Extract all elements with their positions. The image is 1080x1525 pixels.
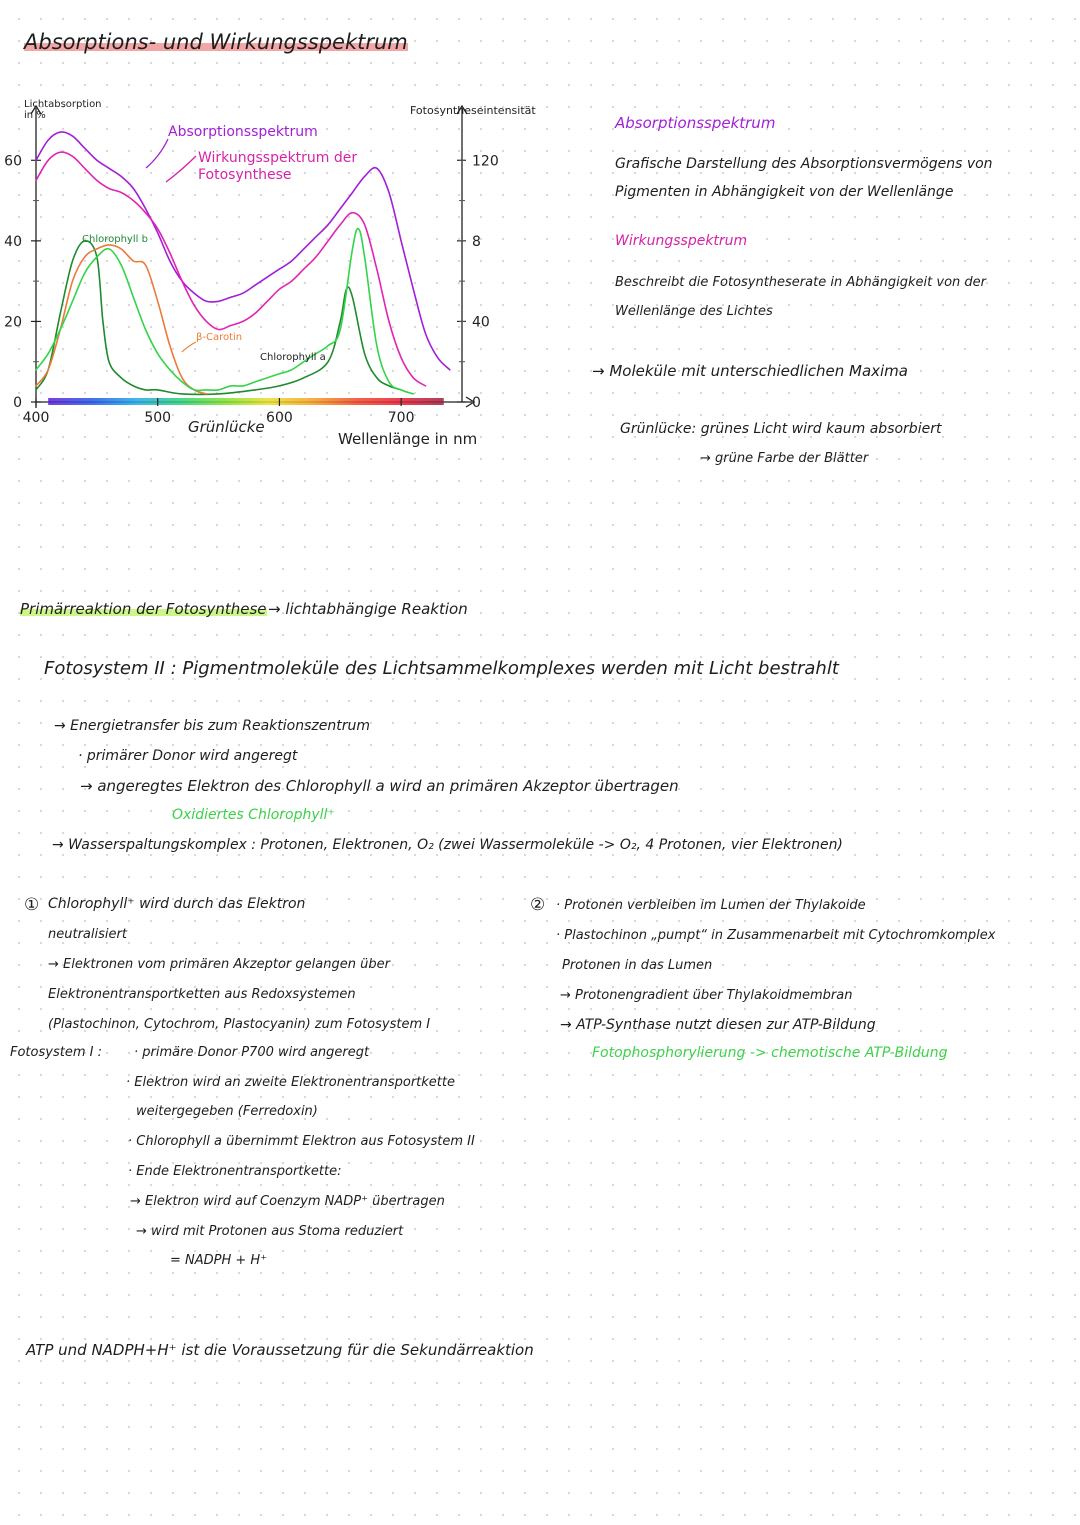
right-tick-label: 0 [472, 395, 481, 411]
step-2-line-5: → ATP-Synthase nutzt diesen zur ATP-Bildung [560, 1017, 876, 1033]
visible-spectrum-band [48, 398, 444, 405]
oxidized-chlorophyll-line: Oxidiertes Chlorophyll⁺ [172, 807, 335, 823]
label-chlorophyll-b: Chlorophyll b [82, 234, 148, 245]
ps1-line-2: · Elektron wird an zweite Elektronentransportkette [126, 1075, 455, 1090]
green-gap-note-1: Grünlücke: grünes Licht wird kaum absorbiert [620, 421, 942, 437]
ps1-line-8: = NADPH + H⁺ [170, 1253, 268, 1268]
right-tick-label: 40 [472, 314, 490, 331]
photosystem-1-label: Fotosystem I : [10, 1045, 102, 1060]
ps1-line-5: · Ende Elektronentransportkette: [128, 1164, 342, 1179]
right-tick-label: 120 [472, 153, 499, 170]
ps1-line-4: · Chlorophyll a übernimmt Elektron aus Fotosystem II [128, 1134, 475, 1149]
excited-electron-line: → angeregtes Elektron des Chlorophyll a wird an primären Akzeptor übertragen [80, 777, 679, 795]
leader-absorption [146, 139, 168, 168]
absorption-text-2: Pigmenten in Abhängigkeit von der Wellenlänge [615, 184, 954, 200]
water-splitting-line: → Wasserspaltungskomplex : Protonen, Elektronen, O₂ (zwei Wassermoleküle -> O₂, 4 Protonen, vier Elektronen) [52, 837, 843, 853]
step-2-marker: ② [530, 895, 546, 915]
conclusion-line: ATP und NADPH+H⁺ ist die Voraussetzung für die Sekundärreaktion [26, 1341, 534, 1359]
energy-transfer-line: → Energietransfer bis zum Reaktionszentrum [54, 718, 370, 734]
absorption-text-1: Grafische Darstellung des Absorptionsvermögens von [615, 156, 993, 172]
x-tick-label: 700 [387, 410, 415, 426]
step-1-line-1: Chlorophyll⁺ wird durch das Elektron [48, 896, 306, 912]
photosystem-2-line: Fotosystem II : Pigmentmoleküle des Lichtsammelkomplexes werden mit Licht bestrahlt [44, 658, 839, 679]
right-tick-label: 8 [472, 233, 481, 250]
molecules-note: → Moleküle mit unterschiedlichen Maxima [592, 362, 908, 380]
left-axis-label-1: Lichtabsorption [24, 99, 102, 110]
page-title: Absorptions- und Wirkungsspektrum [24, 30, 408, 54]
step-2-line-1: · Protonen verbleiben im Lumen der Thylakoide [556, 898, 866, 913]
step-1-line-5: (Plastochinon, Cytochrom, Plastocyanin) zum Fotosystem I [48, 1017, 431, 1032]
label-absorption-spectrum: Absorptionsspektrum [168, 124, 318, 140]
primary-reaction-heading: Primärreaktion der Fotosynthese [20, 600, 267, 618]
spectrum-chart [0, 90, 560, 460]
label-beta-carotin: β-Carotin [196, 332, 243, 343]
x-axis-label: Wellenlänge in nm [338, 430, 478, 448]
ps1-line-3: weitergegeben (Ferredoxin) [136, 1104, 318, 1119]
left-tick-label: 40 [4, 233, 22, 250]
step-2-line-4: → Protonengradient über Thylakoidmembran [560, 988, 853, 1003]
left-axis-label-2: in % [24, 110, 46, 121]
right-axis-label: Fotosyntheseintensität [410, 104, 536, 117]
action-spectrum-text-2: Wellenlänge des Lichtes [615, 304, 773, 319]
absorption-heading: Absorptionsspektrum [615, 114, 776, 132]
step-2-line-3: Protonen in das Lumen [562, 958, 713, 973]
ps1-line-7: → wird mit Protonen aus Stoma reduziert [136, 1224, 404, 1239]
label-action-spectrum-1: Wirkungsspektrum der [198, 150, 358, 166]
x-tick-label: 500 [144, 410, 172, 426]
action-spectrum-heading: Wirkungsspektrum [615, 233, 748, 249]
label-green-gap: Grünlücke [188, 418, 265, 436]
step-1-line-3: → Elektronen vom primären Akzeptor gelangen über [48, 957, 390, 972]
step-2-line-2: · Plastochinon „pumpt“ in Zusammenarbeit mit Cytochromkomplex [556, 928, 996, 943]
step-1-line-4: Elektronentransportketten aus Redoxsystemen [48, 987, 356, 1002]
light-dependent-note: → lichtabhängige Reaktion [268, 600, 468, 618]
left-tick-label: 0 [13, 395, 22, 411]
step-1-line-2: neutralisiert [48, 927, 127, 942]
green-gap-note-2: → grüne Farbe der Blätter [700, 451, 869, 466]
leader-action [166, 156, 196, 182]
series-line-carotin [36, 245, 206, 394]
x-tick-label: 600 [266, 410, 293, 426]
ps1-line-1: · primäre Donor P700 wird angeregt [134, 1045, 370, 1060]
series-line-chlorophyll-a [36, 229, 413, 394]
left-tick-label: 60 [4, 153, 22, 170]
label-action-spectrum-2: Fotosynthese [198, 167, 292, 183]
step-1-marker: ① [24, 895, 40, 915]
primary-donor-line: · primärer Donor wird angeregt [78, 748, 298, 764]
label-chlorophyll-a: Chlorophyll a [260, 352, 326, 363]
leader-beta-carotin [182, 342, 196, 352]
action-spectrum-text-1: Beschreibt die Fotosyntheserate in Abhängigkeit von der [615, 275, 987, 290]
ps1-line-6: → Elektron wird auf Coenzym NADP⁺ übertragen [130, 1194, 445, 1209]
x-tick-label: 400 [22, 410, 50, 426]
left-tick-label: 20 [4, 314, 22, 331]
step-2-line-6: Fotophosphorylierung -> chemotische ATP-Bildung [592, 1045, 948, 1061]
